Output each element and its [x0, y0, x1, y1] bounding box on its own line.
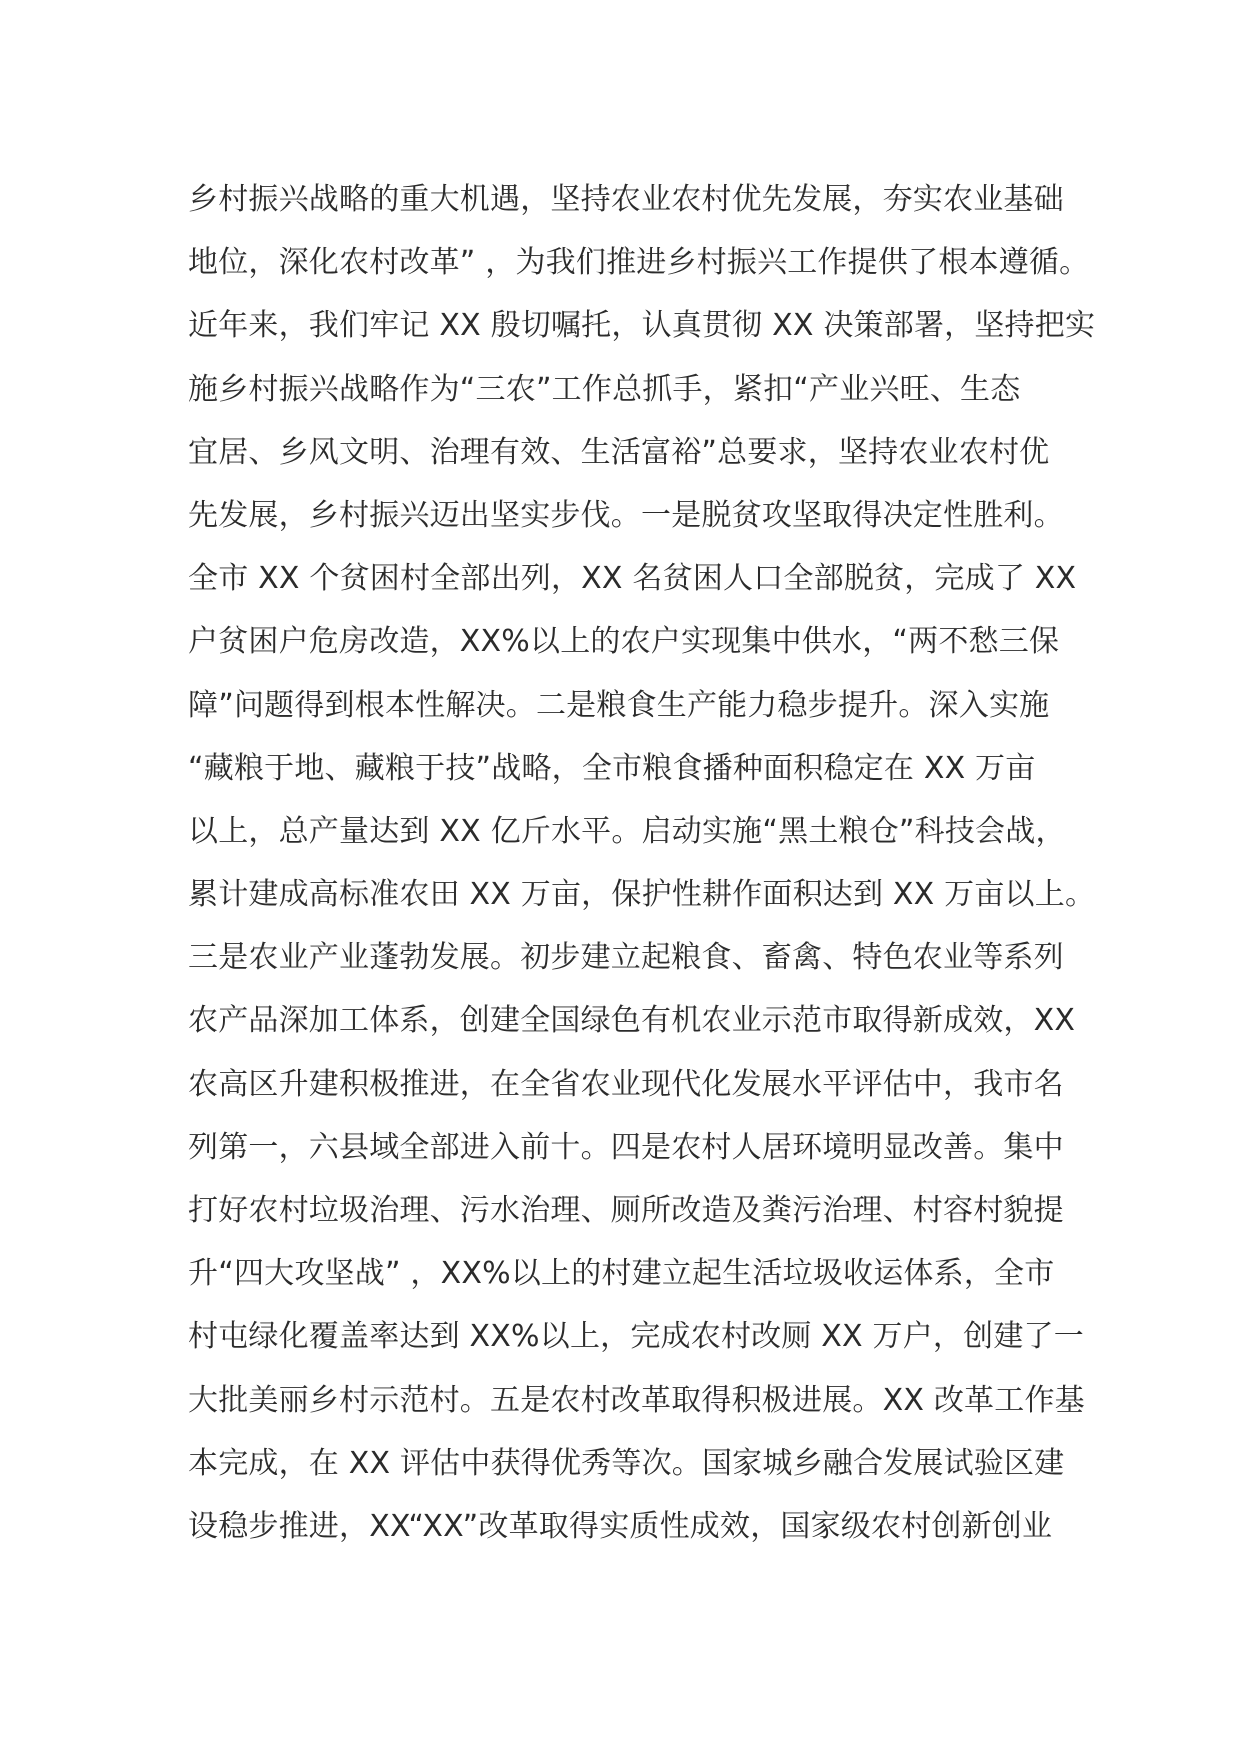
text-line: 全市 XX 个贫困村全部出列，XX 名贫困人口全部脱贫，完成了 XX: [188, 561, 1077, 597]
text-line: 打好农村垃圾治理、污水治理、厕所改造及粪污治理、村容村貌提: [188, 1193, 1064, 1228]
text-line: 先发展，乡村振兴迈出坚实步伐。一是脱贫攻坚取得决定性胜利。: [188, 497, 1064, 533]
text-line: 农高区升建积极推进，在全省农业现代化发展水平评估中，我市名: [188, 1066, 1064, 1102]
text-line: “藏粮于地、藏粮于技”战略，全市粮食播种面积稳定在 XX 万亩: [188, 750, 1036, 786]
text-line: 障”问题得到根本性解决。二是粮食生产能力稳步提升。深入实施: [188, 687, 1050, 723]
text-line: 升“四大攻坚战” ，XX%以上的村建立起生活垃圾收运体系，全市: [188, 1256, 1055, 1292]
text-line: 大批美丽乡村示范村。五是农村改革取得积极进展。XX 改革工作基: [188, 1382, 1085, 1418]
text-line: 农产品深加工体系，创建全国绿色有机农业示范市取得新成效，XX: [188, 1003, 1076, 1039]
text-line: 施乡村振兴战略作为“三农”工作总抓手，紧扣“产业兴旺、生态: [188, 371, 1021, 407]
text-line: 三是农业产业蓬勃发展。初步建立起粮食、畜禽、特色农业等系列: [188, 940, 1064, 976]
text-line: 本完成，在 XX 评估中获得优秀等次。国家城乡融合发展试验区建: [188, 1445, 1065, 1481]
text-line: 宜居、乡风文明、治理有效、生活富裕”总要求，坚持农业农村优: [188, 434, 1050, 470]
text-line: 设稳步推进，XX“XX”改革取得实质性成效，国家级农村创新创业: [188, 1508, 1053, 1544]
text-line: 村屯绿化覆盖率达到 XX%以上，完成农村改厕 XX 万户，创建了一: [188, 1319, 1084, 1355]
body-paragraph: [188, 168, 1096, 1558]
text-line: 列第一，六县域全部进入前十。四是农村人居环境明显改善。集中: [188, 1129, 1064, 1165]
text-line: 累计建成高标准农田 XX 万亩，保护性耕作面积达到 XX 万亩以上。: [188, 877, 1096, 913]
text-line: 乡村振兴战略的重大机遇，坚持农业农村优先发展，夯实农业基础: [188, 182, 1064, 217]
text-line: 户贫困户危房改造，XX%以上的农户实现集中供水，“两不愁三保: [188, 624, 1060, 660]
text-line: 以上，总产量达到 XX 亿斤水平。启动实施“黑土粮仓”科技会战，: [188, 813, 1066, 849]
text-line: 地位，深化农村改革” ，为我们推进乡村振兴工作提供了根本遵循。: [188, 245, 1090, 281]
text-line: 近年来，我们牢记 XX 殷切嘱托，认真贯彻 XX 决策部署，坚持把实: [188, 308, 1096, 344]
